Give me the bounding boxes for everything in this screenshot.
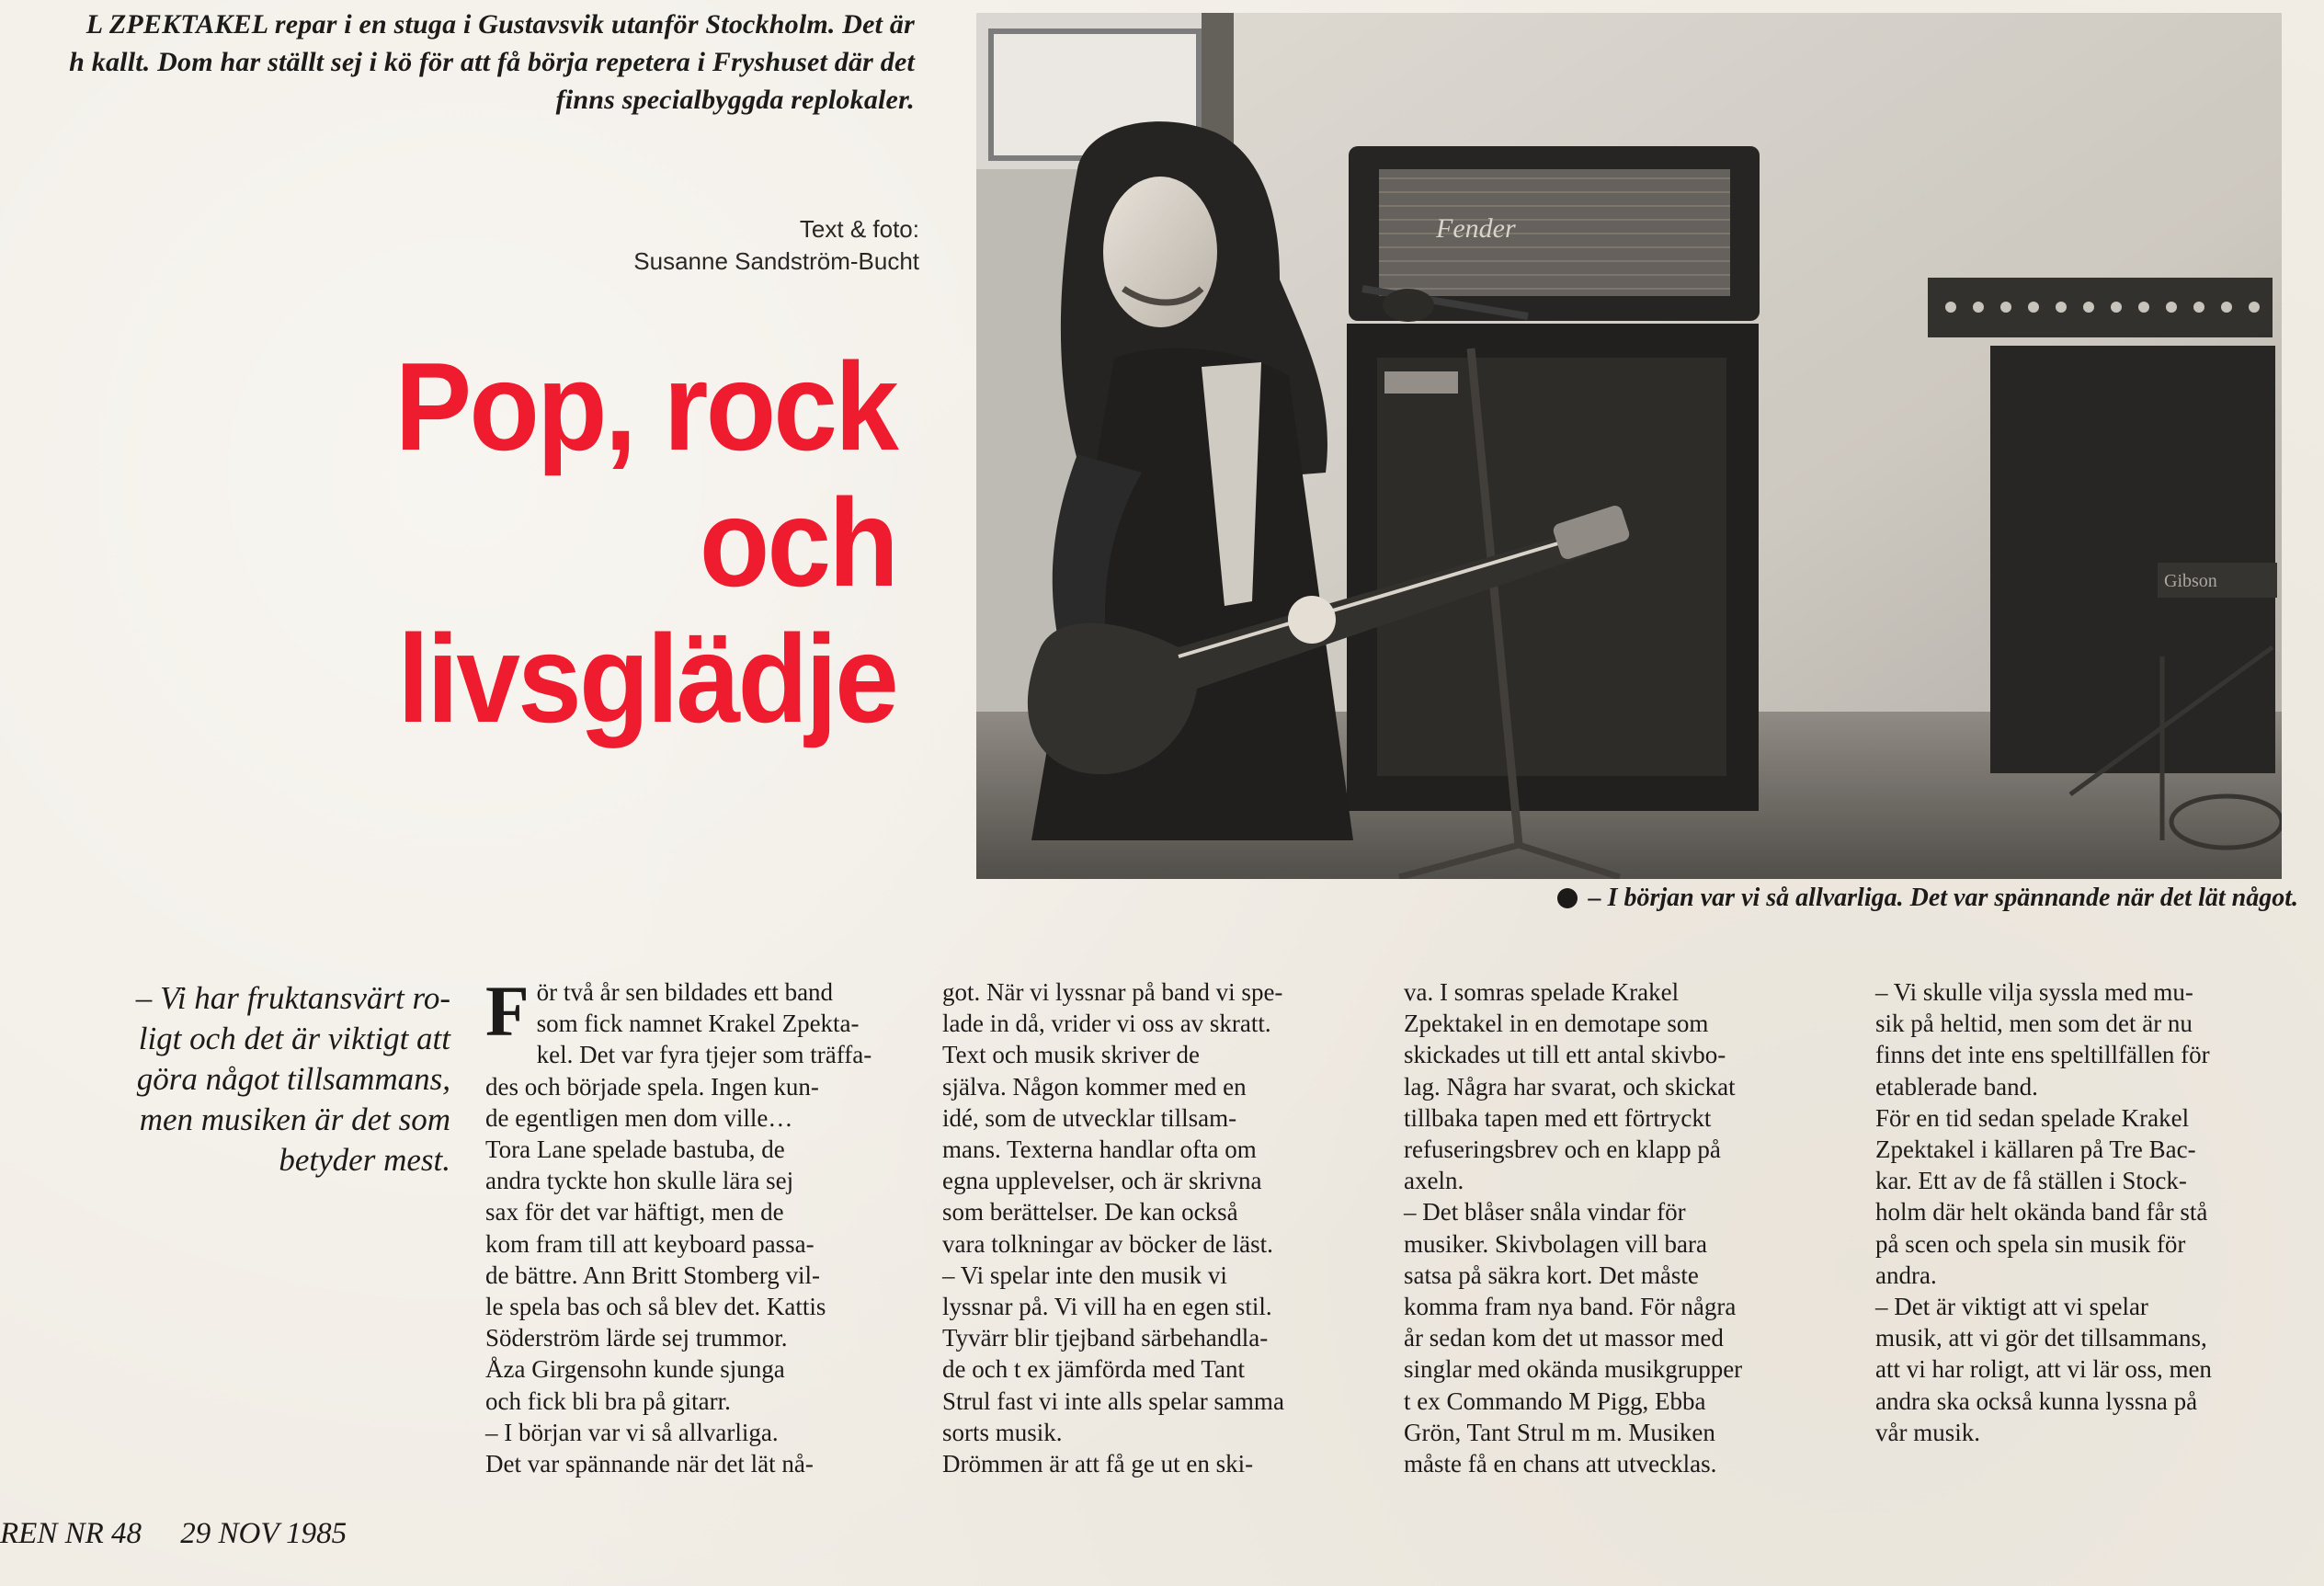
column-line: – Det blåser snåla vindar för xyxy=(1404,1198,1686,1227)
band-photo xyxy=(976,13,2282,879)
column-line: va. I somras spelade Krakel xyxy=(1404,978,1680,1006)
photo-credit xyxy=(552,213,919,278)
page-footer xyxy=(0,1515,378,1552)
column-line: och fick bli bra på gitarr. xyxy=(485,1386,731,1415)
column-line: vår musik. xyxy=(1875,1418,1980,1446)
column-line: som berättelser. De kan också xyxy=(942,1198,1238,1227)
headline-line: livsglädje xyxy=(397,609,896,748)
column-line: de och t ex jämförda med Tant xyxy=(942,1355,1245,1384)
column-line: att vi har roligt, att vi lär oss, men xyxy=(1875,1355,2212,1384)
column-line: sax för det var häftigt, men de xyxy=(485,1198,784,1227)
column-line: Tyvärr blir tjejband särbehandla- xyxy=(942,1324,1269,1352)
quote-line: men musiken är det som xyxy=(139,1101,450,1137)
credit-label: Text & foto: xyxy=(799,215,919,243)
quote-line: göra något tillsammans, xyxy=(136,1061,450,1097)
column-line: För en tid sedan spelade Krakel xyxy=(1875,1103,2190,1132)
column-line: år sedan kom det ut massor med xyxy=(1404,1324,1724,1352)
column-line: andra. xyxy=(1875,1261,1937,1289)
column-line: Text och musik skriver de xyxy=(942,1041,1201,1069)
column-line: lyssnar på. Vi vill ha en egen stil. xyxy=(942,1293,1272,1321)
column-line: andra ska också kunna lyssna på xyxy=(1875,1386,2198,1415)
column-line: holm där helt okända band får stå xyxy=(1875,1198,2208,1227)
column-line: måste få en chans att utvecklas. xyxy=(1404,1450,1717,1478)
column-line: musik, att vi gör det tillsammans, xyxy=(1875,1324,2207,1352)
column-line: Zpektakel in en demotape som xyxy=(1404,1010,1709,1038)
drop-cap: F xyxy=(485,971,530,1051)
issue-number: REN NR 48 xyxy=(0,1517,142,1550)
column-line: Grön, Tant Strul m m. Musiken xyxy=(1404,1418,1715,1446)
intro-line: h kallt. Dom har ställt sej i kö för att få börja repetera i Fryshuset där det xyxy=(69,47,915,77)
column-line: ör två år sen bildades ett band xyxy=(536,978,834,1006)
column-line: vara tolkningar av böcker de läst. xyxy=(942,1229,1273,1258)
headline-line: Pop, rock xyxy=(394,337,896,476)
column-line: Strul fast vi inte alls spelar samma xyxy=(942,1386,1284,1415)
column-line: kar. Ett av de få ställen i Stock- xyxy=(1875,1167,2187,1195)
column-line: idé, som de utvecklar tillsam- xyxy=(942,1103,1237,1132)
column-line: de bättre. Ann Britt Stomberg vil- xyxy=(485,1261,820,1289)
headline xyxy=(267,338,896,747)
article-column-4 xyxy=(1875,976,2300,1448)
intro-text xyxy=(0,6,915,119)
intro-line: L ZPEKTAKEL repar i en stuga i Gustavsvik utanför Stockholm. Det är xyxy=(85,9,915,40)
column-line: des och började spela. Ingen kun- xyxy=(485,1072,819,1101)
quote-line: – Vi har fruktansvärt ro- xyxy=(135,980,450,1016)
column-line: som fick namnet Krakel Zpekta- xyxy=(536,1010,860,1038)
column-line: finns det inte ens speltillfällen för xyxy=(1875,1041,2210,1069)
column-line: mans. Texterna handlar ofta om xyxy=(942,1135,1257,1164)
column-line: satsa på säkra kort. Det måste xyxy=(1404,1261,1699,1289)
quote-line: betyder mest. xyxy=(279,1142,450,1178)
column-line: etablerade band. xyxy=(1875,1072,2038,1101)
article-column-2 xyxy=(942,976,1361,1479)
credit-author: Susanne Sandström-Bucht xyxy=(633,247,919,275)
column-line: egna upplevelser, och är skrivna xyxy=(942,1167,1262,1195)
article-column-1 xyxy=(485,971,904,1479)
column-line: tillbaka tapen med ett förtryckt xyxy=(1404,1103,1712,1132)
column-line: got. När vi lyssnar på band vi spe- xyxy=(942,978,1283,1006)
column-line: – Det är viktigt att vi spelar xyxy=(1875,1293,2148,1321)
column-line: Det var spännande när det lät nå- xyxy=(485,1450,814,1478)
quote-line: ligt och det är viktigt att xyxy=(138,1021,450,1056)
column-line: refuseringsbrev och en klapp på xyxy=(1404,1135,1721,1164)
column-line: – Vi spelar inte den musik vi xyxy=(942,1261,1227,1289)
caption-text: – I början var vi så allvarliga. Det var spännande när det lät något. xyxy=(1588,884,2298,912)
pull-quote xyxy=(46,978,450,1181)
column-line: på scen och spela sin musik för xyxy=(1875,1229,2186,1258)
column-line: Zpektakel i källaren på Tre Bac- xyxy=(1875,1135,2196,1164)
column-line: andra tyckte hon skulle lära sej xyxy=(485,1167,794,1195)
bullet-icon xyxy=(1557,888,1578,908)
column-line: de egentligen men dom ville… xyxy=(485,1103,793,1132)
column-line: Söderström lärde sej trummor. xyxy=(485,1324,788,1352)
issue-date: 29 NOV 1985 xyxy=(180,1517,347,1550)
headline-line: och xyxy=(699,473,896,612)
column-line: axeln. xyxy=(1404,1167,1464,1195)
photo-illustration xyxy=(976,13,2282,879)
column-line: singlar med okända musikgrupper xyxy=(1404,1355,1743,1384)
column-line: t ex Commando M Pigg, Ebba xyxy=(1404,1386,1706,1415)
article-column-3 xyxy=(1404,976,1822,1479)
column-line: sorts musik. xyxy=(942,1418,1063,1446)
column-line: – Vi skulle vilja syssla med mu- xyxy=(1875,978,2193,1006)
column-line: – I början var vi så allvarliga. xyxy=(485,1418,779,1446)
column-line: sik på heltid, men som det är nu xyxy=(1875,1010,2193,1038)
column-line: själva. Någon kommer med en xyxy=(942,1072,1247,1101)
photo-caption xyxy=(1370,882,2298,915)
intro-line: finns specialbyggda replokaler. xyxy=(555,85,915,115)
column-line: Drömmen är att få ge ut en ski- xyxy=(942,1450,1254,1478)
column-line: komma fram nya band. För några xyxy=(1404,1293,1737,1321)
column-line: skickades ut till ett antal skivbo- xyxy=(1404,1041,1726,1069)
column-line: lag. Några har svarat, och skickat xyxy=(1404,1072,1736,1101)
column-line: Åza Girgensohn kunde sjunga xyxy=(485,1355,785,1384)
column-line: musiker. Skivbolagen vill bara xyxy=(1404,1229,1707,1258)
column-line: kel. Det var fyra tjejer som träffa- xyxy=(536,1041,872,1069)
column-line: kom fram till att keyboard passa- xyxy=(485,1229,815,1258)
column-line: le spela bas och så blev det. Kattis xyxy=(485,1293,826,1321)
column-line: lade in då, vrider vi oss av skratt. xyxy=(942,1010,1271,1038)
column-line: Tora Lane spelade bastuba, de xyxy=(485,1135,785,1164)
